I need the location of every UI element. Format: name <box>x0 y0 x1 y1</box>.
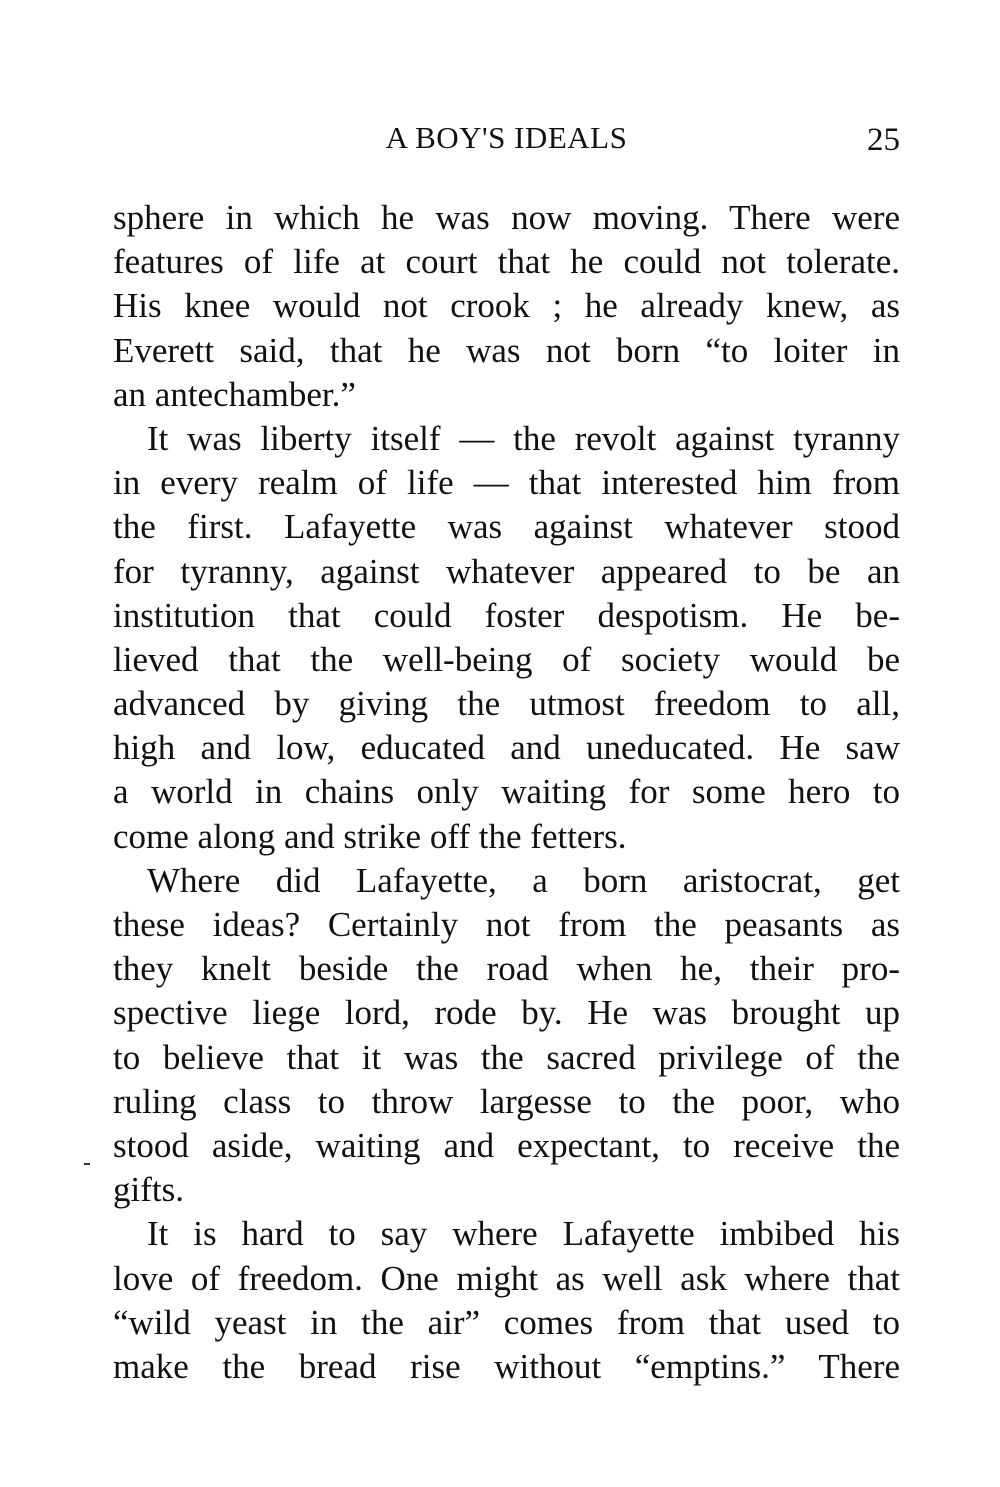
text-line: make the bread rise without “emptins.” There <box>113 1346 900 1386</box>
text-line: It was liberty itself — the revolt against tyranny <box>147 418 900 458</box>
text-line: an antechamber.” <box>113 374 356 414</box>
text-line: these ideas? Certainly not from the peasants as <box>113 905 900 944</box>
scan-speck <box>84 1163 90 1165</box>
running-head <box>113 120 900 170</box>
text-line: in every realm of life — that interested him from <box>113 463 900 503</box>
text-line: His knee would not crook ; he already knew, as <box>113 286 900 326</box>
body-text <box>113 196 900 1389</box>
text-line: advanced by giving the utmost freedom to all, <box>113 684 900 724</box>
text-line: sphere in which he was now moving. There were <box>113 198 900 237</box>
text-line: “wild yeast in the air” comes from that used to <box>113 1302 900 1342</box>
text-line: spective liege lord, rode by. He was brought up <box>113 993 900 1033</box>
text-line: they knelt beside the road when he, their pro- <box>113 949 900 989</box>
page-number: 25 <box>867 122 900 158</box>
text-line: high and low, educated and uneducated. He saw <box>113 728 900 768</box>
text-line: come along and strike off the fetters. <box>113 816 627 856</box>
text-line: institution that could foster despotism. He be- <box>113 595 900 635</box>
text-line: the first. Lafayette was against whatever stood <box>113 507 900 547</box>
text-line: to believe that it was the sacred privilege of the <box>113 1037 900 1077</box>
text-line: Everett said, that he was not born “to loiter in <box>113 330 900 370</box>
text-line: for tyranny, against whatever appeared to be an <box>113 551 900 591</box>
text-line: Where did Lafayette, a born aristocrat, get <box>147 860 900 900</box>
text-line: features of life at court that he could not tolerate. <box>113 242 900 282</box>
text-line: a world in chains only waiting for some hero to <box>113 772 900 812</box>
text-line: It is hard to say where Lafayette imbibed his <box>147 1214 900 1254</box>
running-title: A BOY'S IDEALS <box>385 120 628 155</box>
text-line: lieved that the well-being of society would be <box>113 639 900 679</box>
text-line: love of freedom. One might as well ask where that <box>113 1258 900 1298</box>
text-line: gifts. <box>113 1170 184 1210</box>
text-line: stood aside, waiting and expectant, to receive the <box>113 1125 900 1165</box>
text-line: ruling class to throw largesse to the poor, who <box>113 1081 900 1121</box>
